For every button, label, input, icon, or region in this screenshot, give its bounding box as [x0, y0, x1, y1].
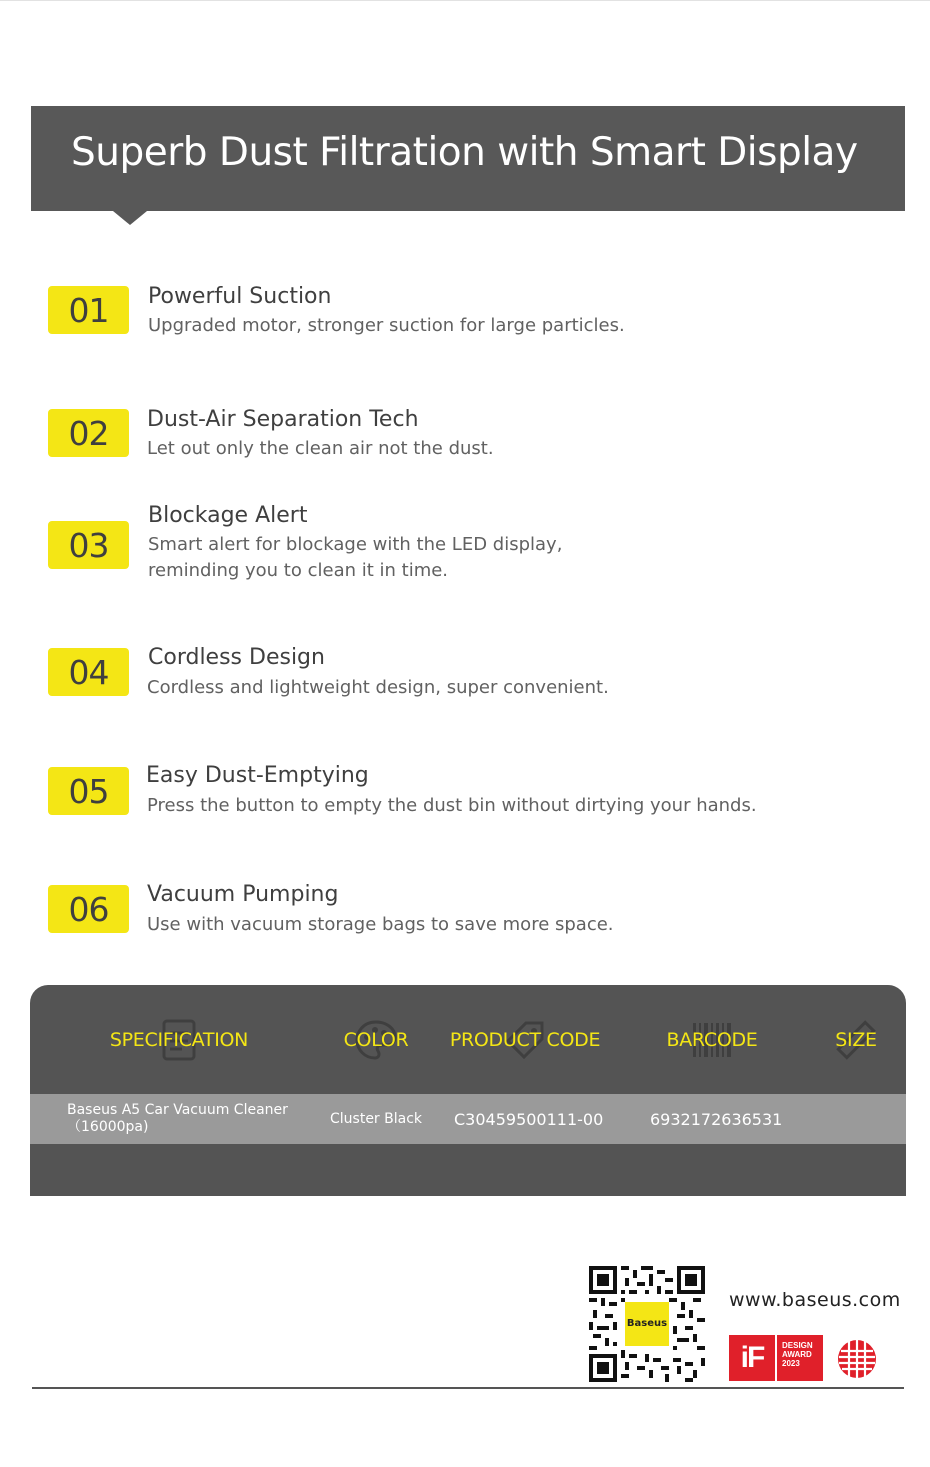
- bottom-divider: [32, 1387, 904, 1389]
- feature-number-badge: 05: [48, 767, 129, 815]
- award-line: DESIGN: [782, 1341, 813, 1350]
- feature-number-badge: 06: [48, 885, 129, 933]
- feature-number-badge: 03: [48, 521, 129, 569]
- if-logo: iF: [729, 1335, 775, 1381]
- website-link[interactable]: www.baseus.com: [729, 1289, 901, 1311]
- spec-header-label: COLOR: [343, 1028, 409, 1051]
- feature-description: Cordless and lightweight design, super convenient.: [147, 677, 609, 698]
- spec-header-size: [830, 985, 882, 1094]
- spec-header-specification: [90, 985, 268, 1094]
- feature-number-badge: 02: [48, 409, 129, 457]
- spec-header-label: SPECIFICATION: [109, 1028, 249, 1051]
- spec-cell-color: Cluster Black: [330, 1111, 423, 1127]
- feature-title: Vacuum Pumping: [147, 882, 339, 907]
- feature-description: Use with vacuum storage bags to save more space.: [147, 914, 614, 935]
- banner-pointer: [113, 211, 147, 225]
- qr-code: [589, 1266, 705, 1382]
- feature-number-badge: 04: [48, 648, 129, 696]
- top-divider: [0, 0, 930, 1]
- design-award-badge: [777, 1335, 823, 1381]
- spec-table: [30, 985, 906, 1196]
- feature-title: Cordless Design: [148, 645, 325, 670]
- feature-description-line-2: reminding you to clean it in time.: [148, 560, 449, 581]
- feature-description-line-1: Smart alert for blockage with the LED display,: [148, 534, 563, 555]
- spec-header-color: [330, 985, 422, 1094]
- award-line: 2023: [782, 1359, 800, 1368]
- spec-cell-line: Baseus A5 Car Vacuum Cleaner: [67, 1102, 288, 1118]
- spec-table-row: [30, 1094, 906, 1144]
- feature-title: Blockage Alert: [148, 503, 308, 528]
- spec-cell-product-code: C30459500111-00: [454, 1109, 604, 1129]
- feature-title: Easy Dust-Emptying: [146, 763, 369, 788]
- feature-description: Let out only the clean air not the dust.: [147, 438, 494, 459]
- spec-cell-line: （16000pa): [67, 1119, 149, 1135]
- feature-title: Powerful Suction: [148, 284, 332, 309]
- banner-title: Superb Dust Filtration with Smart Display: [71, 130, 858, 175]
- spec-header-label: PRODUCT CODE: [449, 1028, 601, 1051]
- spec-header-label: BARCODE: [666, 1028, 758, 1051]
- spec-header-product-code: [442, 985, 608, 1094]
- spec-cell-barcode: 6932172636531: [650, 1109, 783, 1129]
- spec-table-header: [30, 985, 906, 1094]
- award-line: AWARD: [782, 1350, 812, 1359]
- red-dot-award-icon: [836, 1338, 878, 1380]
- feature-number-badge: 01: [48, 286, 129, 334]
- spec-cell-specification: [67, 1094, 297, 1144]
- spec-header-barcode: [658, 985, 766, 1094]
- feature-description: Upgraded motor, stronger suction for large particles.: [148, 315, 625, 336]
- feature-description: Press the button to empty the dust bin without dirtying your hands.: [147, 795, 757, 816]
- section-banner: [31, 106, 905, 211]
- feature-title: Dust-Air Separation Tech: [147, 407, 419, 432]
- spec-header-label: SIZE: [835, 1028, 877, 1051]
- baseus-logo: Baseus: [625, 1302, 669, 1346]
